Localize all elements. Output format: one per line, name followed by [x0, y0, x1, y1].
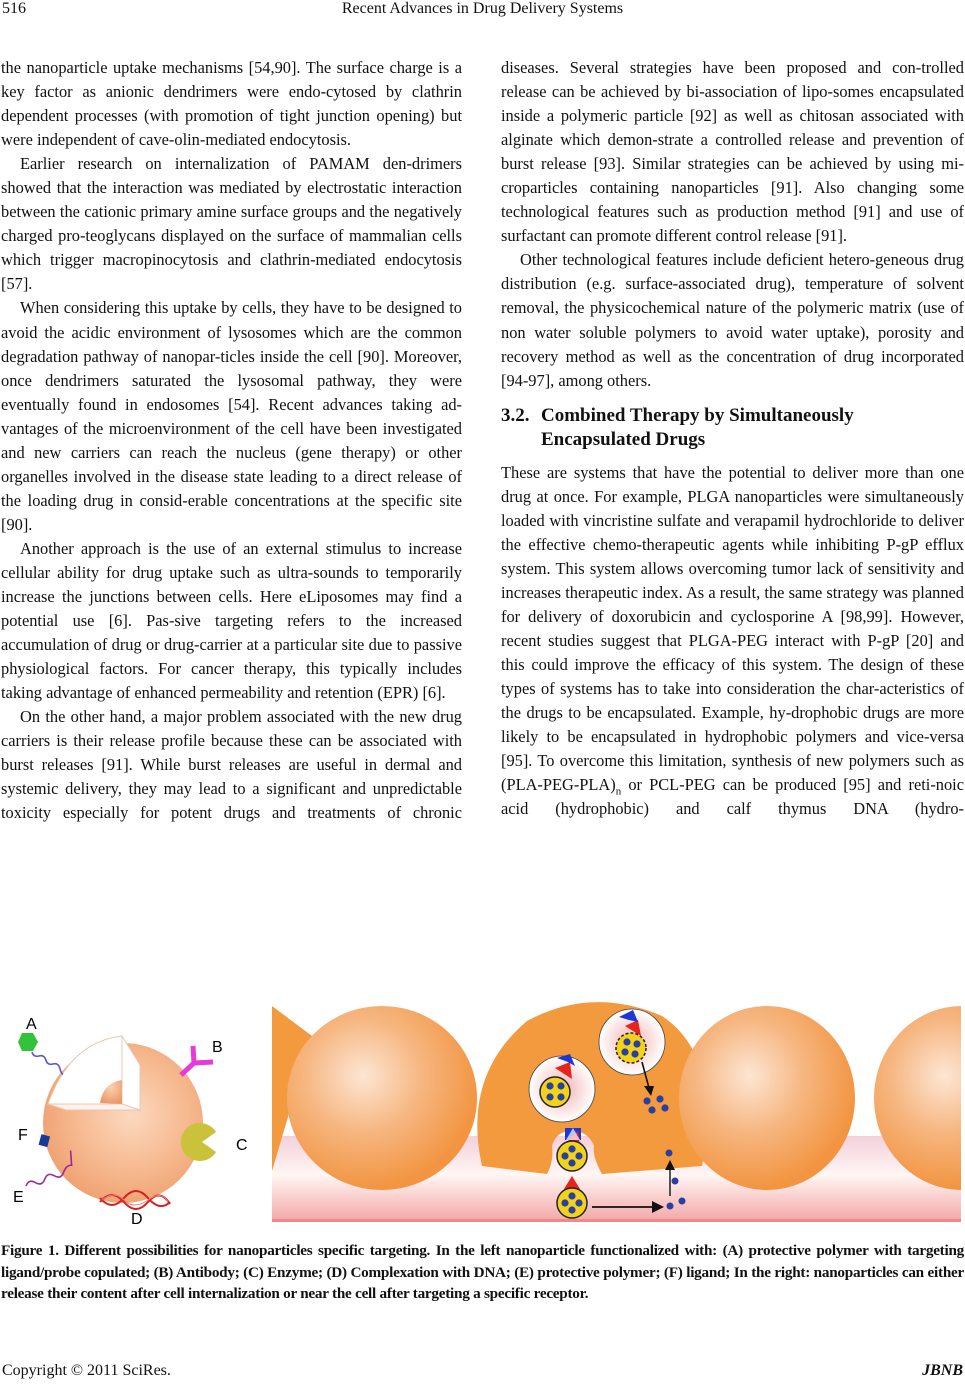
releasing-vesicle — [599, 1009, 665, 1075]
nanoparticle-diagram — [0, 980, 262, 1225]
section-title: Combined Therapy by Simultaneously Encapsulated Drugs — [541, 404, 854, 450]
page-number: 516 — [2, 0, 26, 17]
receptor-bound-nanoparticle — [557, 1128, 587, 1171]
paragraph: diseases. Several strategies have been proposed and con-trolled release can be achieved by bi-association of lipo-somes encapsulated inside a polymeric particle [92] as well as chitosan associated with alginate which demon-strate a controlled release and prevention of burst release [93]. Similar strategies can be achieved by using mi-croparticles containing nanoparticles [91]. Also changing some technological features such as production method [91] and use of surfactant can promote different control release [91]. — [501, 58, 964, 246]
cell — [679, 1006, 855, 1190]
journal-name: JBNB — [922, 1362, 963, 1379]
paragraph-text: or PCL-PEG can be produced [95] and reti-noic acid (hydrophobic) and calf thymus DNA (hydro- — [501, 775, 964, 819]
label-e: E — [13, 1189, 24, 1206]
paragraph: the nanoparticle uptake mechanisms [54,90]. The surface charge is a key factor as anionic dendrimers were endo-cytosed by clathrin dependent processes (with promotion of tight junction opening) but were independent of cave-olin-mediated endocytosis. — [1, 58, 462, 150]
label-f: F — [18, 1127, 28, 1144]
nanoparticle-sphere — [43, 1036, 203, 1203]
cell — [287, 1006, 477, 1190]
paragraph: When considering this uptake by cells, they have to be designed to avoid the acidic environment of lysosomes which are the common degradation pathway of nanopar-ticles inside the cell [90]. Moreover, once dendrimers saturated the lysosomal pathway, they were eventually found in endosomes [54]. Recent advances taking ad-vantages of the microenvironment of the cell have been investigated and new carriers can reach the nucleus (gene therapy) or other organelles involved in the disease state leading to a direct release of the loading drug in consid-erable concentrations at the specific site [90]. — [1, 298, 462, 534]
paragraph: Another approach is the use of an external stimulus to increase cellular ability for drug uptake such as ultra-sounds to temporarily increase the junctions between cells. Here eLiposomes may find a potential use [6]. Pas-sive targeting refers to the increased accumulation of drug or drug-carrier at a particular site due to passive physiological factors. For cancer therapy, this typically includes taking advantage of enhanced permeability and retention (EPR) [6]. — [1, 538, 462, 703]
paragraph — [501, 461, 964, 822]
figure-caption: Figure 1. Different possibilities for nanoparticles specific targeting. In the left nanoparticle functionalized with: (A) protective polymer with targeting ligand/probe copulated; (B) Antibody; (C) Enzyme; (D) Complexation with DNA; (E) protective polymer; (F) ligand; In the right: nanoparticles can either release their content after cell internalization or near the cell after targeting a specific receptor. — [1, 1242, 964, 1302]
copyright: Copyright © 2011 SciRes. — [2, 1362, 171, 1379]
section-number: 3.2. — [501, 404, 530, 426]
label-b: B — [212, 1039, 223, 1056]
subscript-n: n — [615, 785, 622, 798]
label-a: A — [26, 1016, 37, 1033]
cell-targeting-diagram — [272, 996, 961, 1222]
running-title: Recent Advances in Drug Delivery Systems — [341, 0, 624, 17]
label-c: C — [236, 1137, 248, 1154]
paragraph-text: These are systems that have the potential to deliver more than one drug at once. For example, PLGA nanoparticles were simultaneously loaded with vincristine sulfate and verapamil hydrochloride to deliver the effective chemo-therapeutic agents while inhibiting P-gP efflux system. This system allows overcoming tumor lack of sensitivity and increases therapeutic index. As a result, the same strategy was planned for delivery of doxorubicin and cyclosporine A [98,99]. However, recent studies suggest that PLGA-PEG interact with P-gP [20] and this could improve the efficacy of this system. The design of these types of systems has to take into consideration the char-acteristics of the drugs to be encapsulated. Example, hy-drophobic drugs are more likely to be encapsulated in hydrophobic polymers and vice-versa [95]. To overcome this limitation, synthesis of new polymers such as (PLA-PEG-PLA) — [501, 462, 964, 795]
antibody-b-icon — [181, 1046, 213, 1075]
left-column — [1, 56, 462, 826]
paragraph: Other technological features include deficient hetero-geneous drug distribution (e.g. surface-associated drug), temperature of solvent removal, the physicochemical nature of the polymeric matrix (use of non water soluble polymers to avoid water uptake), porosity and recovery method as well as the concentration of drug incorporated [94-97], among others. — [501, 250, 964, 390]
label-d: D — [131, 1211, 143, 1225]
ligand-a-icon — [18, 1033, 66, 1074]
right-column — [501, 56, 964, 821]
running-head — [0, 0, 965, 24]
paragraph: On the other hand, a major problem associated with the new drug carriers is their release profile because these can be associated with burst releases [91]. While burst releases are useful in dermal and systemic delivery, they may lead to a significant and unpredictable toxicity especially for potent drugs and treatments of chronic — [1, 707, 462, 823]
section-heading — [501, 404, 964, 452]
paragraph: Earlier research on internalization of PAMAM den-drimers showed that the interaction was mediated by electrostatic interaction between the cationic primary amine surface groups and the negatively charged pro-teoglycans displayed on the surface of mammalian cells which trigger macropinocytosis and clathrin-mediated endocytosis [57]. — [1, 154, 462, 294]
